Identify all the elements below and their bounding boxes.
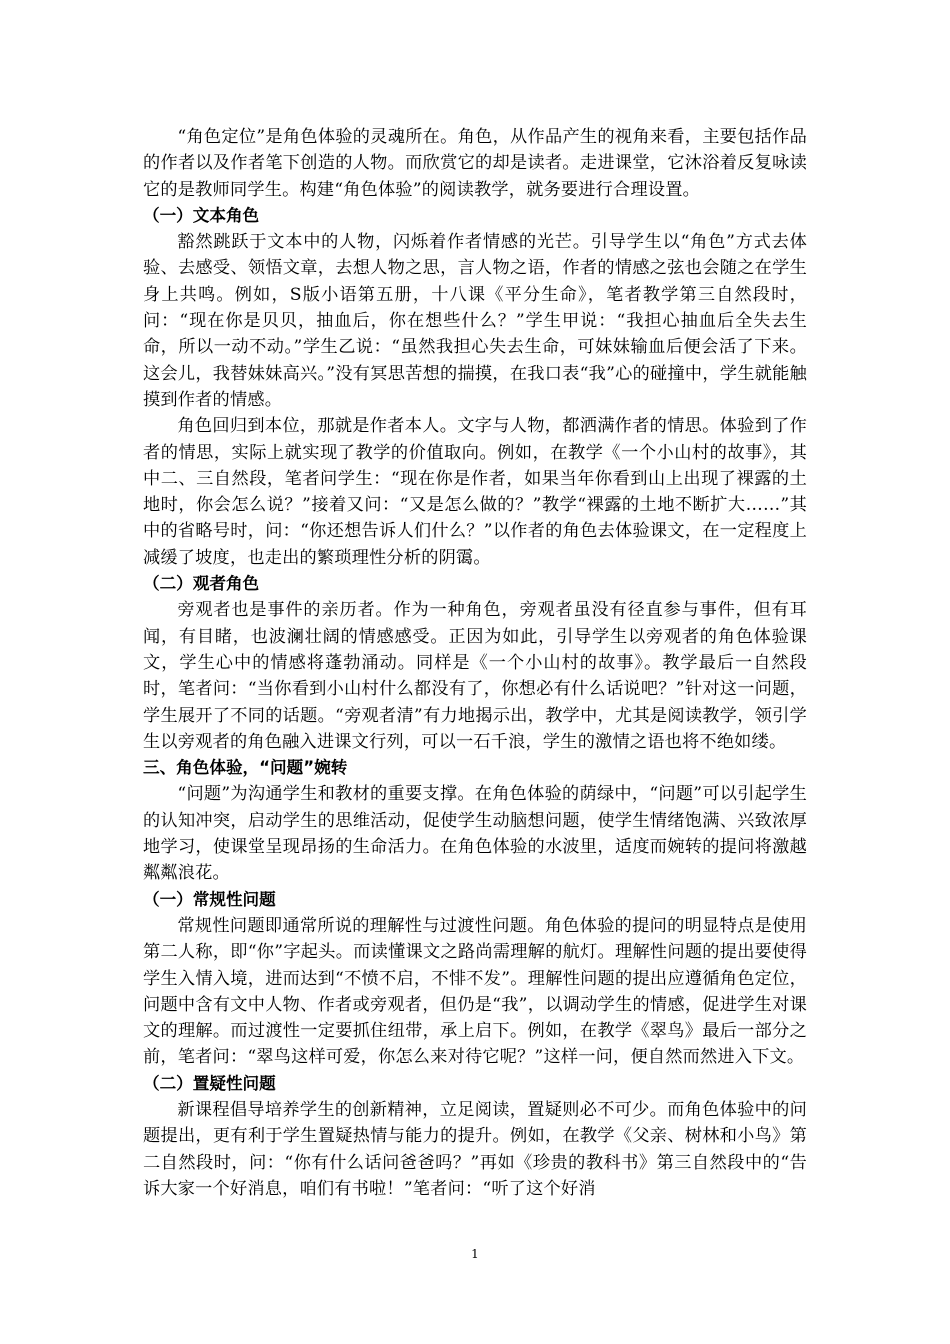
paragraph-observer-role: 旁观者也是事件的亲历者。作为一种角色，旁观者虽没有径直参与事件，但有耳闻，有目睹，也波澜壮阔的情感感受。正因为如此，引导学生以旁观者的角色体验课文，学生心中的情感将蓬勃涌动。同样是《一个小山村的故事》。教学最后一自然段时，笔者问：“当你看到小山村什么都没有了，你想必有什么话说吧？”针对这一问题，学生展开了不同的话题。“旁观者清”有力地揭示出，教学中，尤其是阅读教学，领引学生以旁观者的角色融入进课文行列，可以一石千浪，学生的激情之语也将不绝如缕。: [143, 600, 807, 752]
document-body: [143, 124, 807, 1202]
heading-routine-questions: （一）常规性问题: [143, 889, 276, 909]
heading-doubt-questions: （二）置疑性问题: [143, 1073, 276, 1093]
paragraph-doubt-questions: 新课程倡导培养学生的创新精神，立足阅读，置疑则必不可少。而角色体验中的问题提出，更有利于学生置疑热情与能力的提升。例如，在教学《父亲、树林和小鸟》第二自然段时，问：“你有什么话问爸爸吗？”再如《珍贵的教科书》第三自然段中的“告诉大家一个好消息，咱们有书啦！”笔者问：“听了这个好消: [143, 1099, 807, 1199]
heading-observer-role: （二）观者角色: [143, 574, 260, 594]
paragraph-text-role-example: 豁然跳跃于文本中的人物，闪烁着作者情感的光芒。引导学生以“角色”方式去体验、去感受、领悟文章，去想人物之思，言人物之语，作者的情感之弦也会随之在学生身上共鸣。例如，S版小语第五册，十八课《平分生命》，笔者教学第三自然段时，问：“现在你是贝贝，抽血后，你在想些什么？”学生甲说：“我担心抽血后全失去生命，所以一动不动。”学生乙说：“虽然我担心失去生命，可妹妹输血后便会活了下来。这会儿，我替妹妹高兴。”没有冥思苦想的揣摸，在我口表“我”心的碰撞中，学生就能触摸到作者的情感。: [143, 232, 807, 410]
paragraph-routine-questions: 常规性问题即通常所说的理解性与过渡性问题。角色体验的提问的明显特点是使用第二人称，即“你”字起头。而读懂课文之路尚需理解的航灯。理解性问题的提出要使得学生入情入境，进而达到“不愤不启，不悱不发”。理解性问题的提出应遵循角色定位，问题中含有文中人物、作者或旁观者，但仍是“我”，以调动学生的情感，促进学生对课文的理解。而过渡性一定要抓住纽带，承上启下。例如，在教学《翠鸟》最后一部分之前，笔者问：“翠鸟这样可爱，你怎么来对待它呢？”这样一问，便自然而然进入下文。: [143, 915, 807, 1068]
paragraph-role-positioning: “角色定位”是角色体验的灵魂所在。角色，从作品产生的视角来看，主要包括作品的作者以及作者笔下创造的人物。而欣赏它的却是读者。走进课堂，它沐浴着反复咏读它的是教师同学生。构建“角色体验”的阅读教学，就务要进行合理设置。: [143, 127, 807, 200]
page-number: 1: [471, 1247, 479, 1261]
paragraph-questions-intro: “问题”为沟通学生和教材的重要支撑。在角色体验的荫绿中，“问题”可以引起学生的认知冲突，启动学生的思维活动，促使学生动脑想问题，使学生情绪饱满、兴致浓厚地学习，使课堂呈现昂扬的生命活力。在角色体验的水波里，适度而婉转的提问将激越粼粼浪花。: [143, 784, 807, 884]
heading-text-role: （一）文本角色: [143, 205, 260, 225]
paragraph-author-role: 角色回归到本位，那就是作者本人。文字与人物，都洒满作者的情思。体验到了作者的情思，实际上就实现了教学的价值取向。例如，在教学《一个小山村的故事》，其中二、三自然段，笔者问学生：“现在你是作者，如果当年你看到山上出现了裸露的土地时，你会怎么说？”接着又问：“又是怎么做的？”教学“裸露的土地不断扩大……”其中的省略号时，问：“你还想告诉人们什么？”以作者的角色去体验课文，在一定程度上减缓了坡度，也走出的繁琐理性分析的阴霭。: [143, 416, 807, 568]
heading-section-three: 三、角色体验，“问题”婉转: [143, 758, 348, 778]
